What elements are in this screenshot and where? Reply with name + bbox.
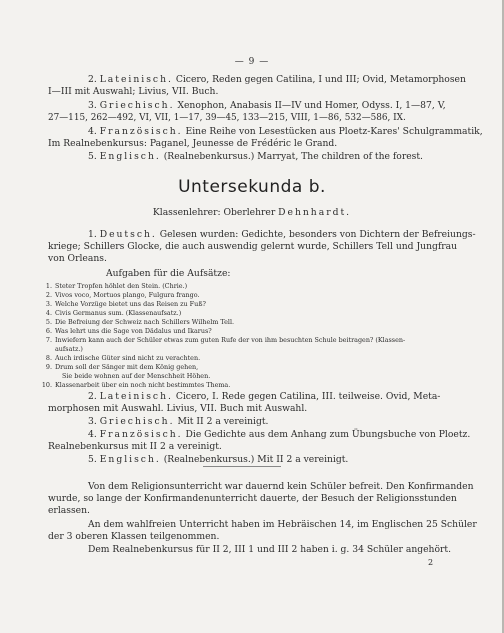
essay-topics-heading: Aufgaben für die Aufsätze: [106, 268, 231, 279]
list-item: 5. Die Befreiung der Schweiz nach Schillers Wilhelm Tell. [45, 318, 235, 326]
us-latin-line2: morphosen mit Auswahl. Livius, VII. Buch mit Auswahl. [48, 403, 308, 414]
elective-line2: der 3 oberen Klassen teilgenommen. [48, 531, 220, 542]
real-course-line: Dem Realnebenkursus für II 2, III 1 und III 2 haben i. g. 34 Schüler angehört. [88, 544, 452, 555]
us-french-line1: 4. Französisch. Die Gedichte aus dem Anhang zum Übungsbuche von Ploetz. [88, 429, 471, 440]
section-title: Untersekunda b. [178, 177, 326, 197]
os-greek-line2: 27—115, 262—492, VI, VII, 1—17, 39—45, 133—215, VIII, 1—86, 532—586, IX. [48, 113, 406, 123]
list-item: 3. Welche Vorzüge bietet uns das Reisen zu Fuß? [45, 300, 206, 308]
us-german-line3: von Orleans. [48, 253, 107, 264]
class-teacher: Klassenlehrer: Oberlehrer Dehnhardt. [152, 207, 352, 218]
us-english-line: 5. Englisch. (Realnebenkursus.) Mit II 2 a vereinigt. [88, 454, 349, 465]
os-french-line2: Im Realnebenkursus: Paganel, Jeunesse de Frédéric le Grand. [48, 138, 338, 149]
list-item-continuation: Sie beide wohnen auf der Menschheit Höhen. [62, 372, 211, 380]
list-item: 10. Klassenarbeit über ein noch nicht bestimmtes Thema. [41, 381, 231, 389]
list-item: 4. Civis Germanus sum. (Klassenaufsatz.) [45, 309, 182, 317]
os-latin-line2: I—III mit Auswahl; Livius, VII. Buch. [48, 86, 219, 97]
list-item: 9. Drum soll der Sänger mit dem König gehen, [45, 363, 199, 371]
os-greek-line1: 3. Griechisch. Xenophon, Anabasis II—IV und Homer, Odyss. I, 1—87, V, [88, 100, 446, 111]
elective-line1: An dem wahlfreien Unterricht haben im Hebräischen 14, im Englischen 25 Schüler [88, 519, 477, 530]
us-french-line2: Realnebenkursus mit II 2 a vereinigt. [48, 441, 222, 452]
us-german-line1: 1. Deutsch. Gelesen wurden: Gedichte, besonders von Dichtern der Befreiungs- [88, 229, 476, 240]
list-item: 8. Auch irdische Güter sind nicht zu verachten. [45, 354, 201, 362]
os-latin-line1: 2. Lateinisch. Cicero, Reden gegen Catilina, I und III; Ovid, Metamorphosen [88, 74, 466, 85]
os-english-line: 5. Englisch. (Realnebenkursus.) Marryat, The children of the forest. [88, 151, 423, 162]
list-item: 7. Inwiefern kann auch der Schüler etwas zum guten Rufe der von ihm besuchten Schule beitragen? (Klassen- [45, 336, 406, 344]
religion-line1: Von dem Religionsunterricht war dauernd kein Schüler befreit. Den Konfirmanden [88, 481, 474, 492]
section-divider [203, 466, 281, 467]
list-item-continuation: aufsatz.) [55, 345, 83, 353]
us-german-line2: kriege; Schillers Glocke, die auch auswendig gelernt wurde, Schillers Tell und Jungfrau [48, 241, 458, 252]
signature-mark: 2 [428, 558, 434, 567]
us-greek-line: 3. Griechisch. Mit II 2 a vereinigt. [88, 416, 269, 427]
us-latin-line1: 2. Lateinisch. Cicero, I. Rede gegen Catilina, III. teilweise. Ovid, Meta- [88, 391, 441, 402]
religion-line2: wurde, so lange der Konfirmandenunterricht dauerte, der Besuch der Religionsstunden [48, 493, 457, 504]
list-item: 6. Was lehrt uns die Sage von Dädalus und Ikarus? [45, 327, 212, 335]
list-item: 1. Steter Tropfen höhlet den Stein. (Chrie.) [45, 282, 188, 290]
list-item: 2. Vivos voco, Mortuos plango, Fulgura frango. [45, 291, 200, 299]
essay-topics-list [40, 282, 405, 390]
os-french-line1: 4. Französisch. Eine Reihe von Lesestücken aus Ploetz-Kares' Schulgrammatik, [88, 126, 483, 137]
religion-line3: erlassen. [48, 505, 90, 516]
page-number: — 9 — [234, 57, 270, 67]
